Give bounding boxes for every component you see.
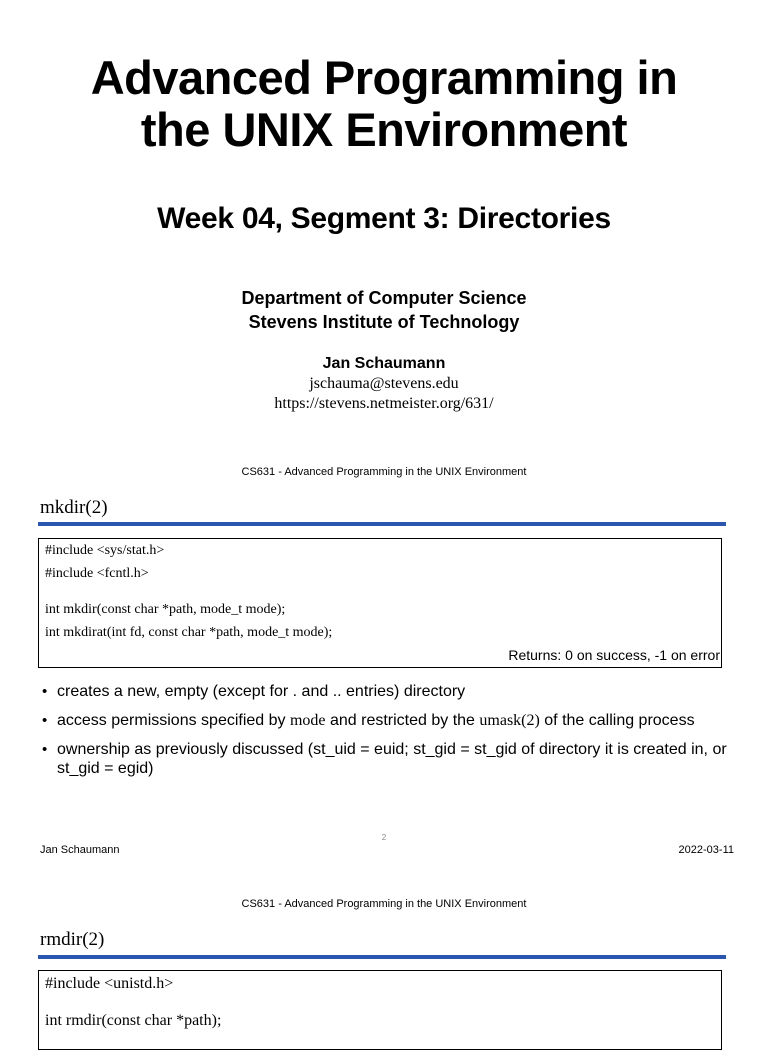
author-name: Jan Schaumann xyxy=(322,355,446,372)
list-item xyxy=(40,682,730,701)
title-divider xyxy=(38,955,726,959)
author-email: jschauma@stevens.edu xyxy=(309,375,459,392)
list-item xyxy=(40,740,730,778)
deck-title-line-1: Advanced Programming in xyxy=(90,51,678,104)
return-value-note: Returns: 0 on success, -1 on error xyxy=(508,647,720,663)
bullet-text: and restricted by the xyxy=(325,712,480,729)
title-divider xyxy=(38,522,726,526)
course-header: CS631 - Advanced Programming in the UNIX Environment xyxy=(241,898,527,910)
deck-subtitle: Week 04, Segment 3: Directories xyxy=(157,202,611,235)
umask-term: umask(2) xyxy=(479,712,540,729)
code-line: int mkdirat(int fd, const char *path, mode_t mode); xyxy=(45,625,333,640)
bullet-icon: • xyxy=(42,683,48,700)
course-header: CS631 - Advanced Programming in the UNIX Environment xyxy=(241,466,527,478)
code-line: #include <unistd.h> xyxy=(45,975,174,992)
mode-term: mode xyxy=(289,712,326,729)
footer-author: Jan Schaumann xyxy=(40,844,120,856)
bullet-icon: • xyxy=(42,712,48,729)
mkdir-synopsis-box xyxy=(38,538,722,668)
footer-date: 2022-03-11 xyxy=(678,844,734,856)
page-number: 2 xyxy=(381,833,387,842)
code-line: #include <sys/stat.h> xyxy=(45,543,165,558)
department-name: Department of Computer Science xyxy=(241,288,527,308)
deck-title-line-2: the UNIX Environment xyxy=(140,103,628,156)
deck-title xyxy=(0,52,768,156)
course-url: https://stevens.netmeister.org/631/ xyxy=(274,395,494,412)
bullet-list xyxy=(40,682,730,788)
slide-title-mkdir: mkdir(2) xyxy=(40,497,108,518)
affiliation xyxy=(0,286,768,334)
institution-name: Stevens Institute of Technology xyxy=(248,312,520,332)
bullet-text: creates a new, empty (except for . and .. entries) directory xyxy=(57,683,466,700)
rmdir-synopsis-box xyxy=(38,970,722,1050)
slide-title-rmdir: rmdir(2) xyxy=(40,929,105,950)
list-item xyxy=(40,711,730,730)
code-line: int mkdir(const char *path, mode_t mode); xyxy=(45,602,286,617)
bullet-text: ownership as previously discussed (st_uid = euid; st_gid = st_gid of directory it is created in, or st_gid = egid) xyxy=(57,741,727,777)
code-line: int rmdir(const char *path); xyxy=(45,1012,222,1029)
bullet-icon: • xyxy=(42,741,48,758)
code-line: #include <fcntl.h> xyxy=(45,566,149,581)
bullet-text: of the calling process xyxy=(539,712,695,729)
bullet-text: access permissions specified by xyxy=(57,712,290,729)
